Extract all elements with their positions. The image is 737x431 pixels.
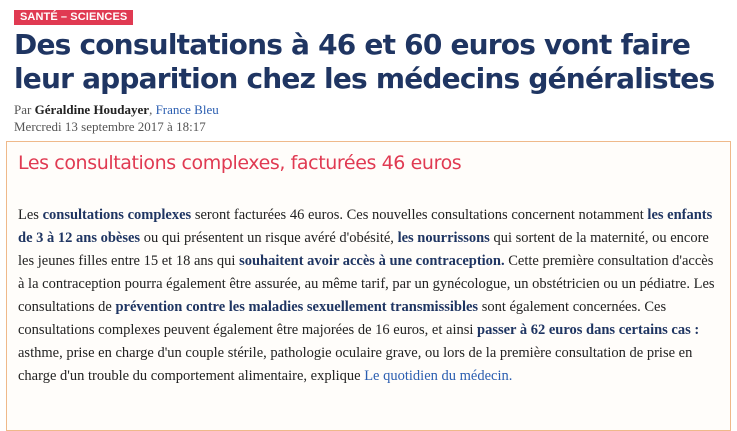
byline <box>14 102 219 118</box>
emphasis-text: les nourrissons <box>397 230 490 246</box>
paragraph-text: ou qui présentent un risque avéré d'obésité, <box>140 230 398 246</box>
organization-link[interactable]: France Bleu <box>155 102 219 117</box>
paragraph-text: sont également concernées. Ces consultations complexes peuvent également être majorées de 16 euros, et ainsi <box>18 299 667 338</box>
emphasis-text: les enfants de 3 à 12 ans obèses <box>18 207 713 246</box>
byline-separator: , <box>149 102 156 117</box>
author-name[interactable]: Géraldine Houdayer <box>34 102 150 117</box>
emphasis-text: passer à 62 euros dans certains cas : <box>477 322 700 338</box>
section-title: Les consultations complexes, facturées 46 euros <box>18 152 462 174</box>
publish-date: Mercredi 13 septembre 2017 à 18:17 <box>14 119 206 134</box>
emphasis-text: souhaitent avoir accès à une contraception. <box>239 253 505 269</box>
article-headline: Des consultations à 46 et 60 euros vont faire leur apparition chez les médecins généralistes <box>14 28 715 95</box>
source-link[interactable]: Le quotidien du médecin. <box>364 368 513 384</box>
emphasis-text: prévention contre les maladies sexuellement transmissibles <box>115 299 479 315</box>
paragraph-text: Cette première consultation d'accès à la contraception pourra également être assurée, au même tarif, par un gynécologue, un obstétricien ou un pédiatre. Les consultations de <box>18 253 715 315</box>
category-badge[interactable]: SANTÉ – SCIENCES <box>14 10 133 25</box>
byline-prefix: Par <box>14 102 35 117</box>
paragraph-text: seront facturées 46 euros. Ces nouvelles consultations concernent notamment <box>191 207 648 223</box>
paragraph-text: asthme, prise en charge d'un couple stérile, pathologie oculaire grave, ou lors de la première consultation de prise en charge d'un trouble du comportement alimentaire, explique <box>18 345 693 384</box>
paragraph-text: qui sortent de la maternité, ou encore les jeunes filles entre 15 et 18 ans qui <box>18 230 709 269</box>
emphasis-text: consultations complexes <box>42 207 192 223</box>
paragraph-text: Les <box>18 207 43 223</box>
article-paragraph <box>18 204 723 388</box>
